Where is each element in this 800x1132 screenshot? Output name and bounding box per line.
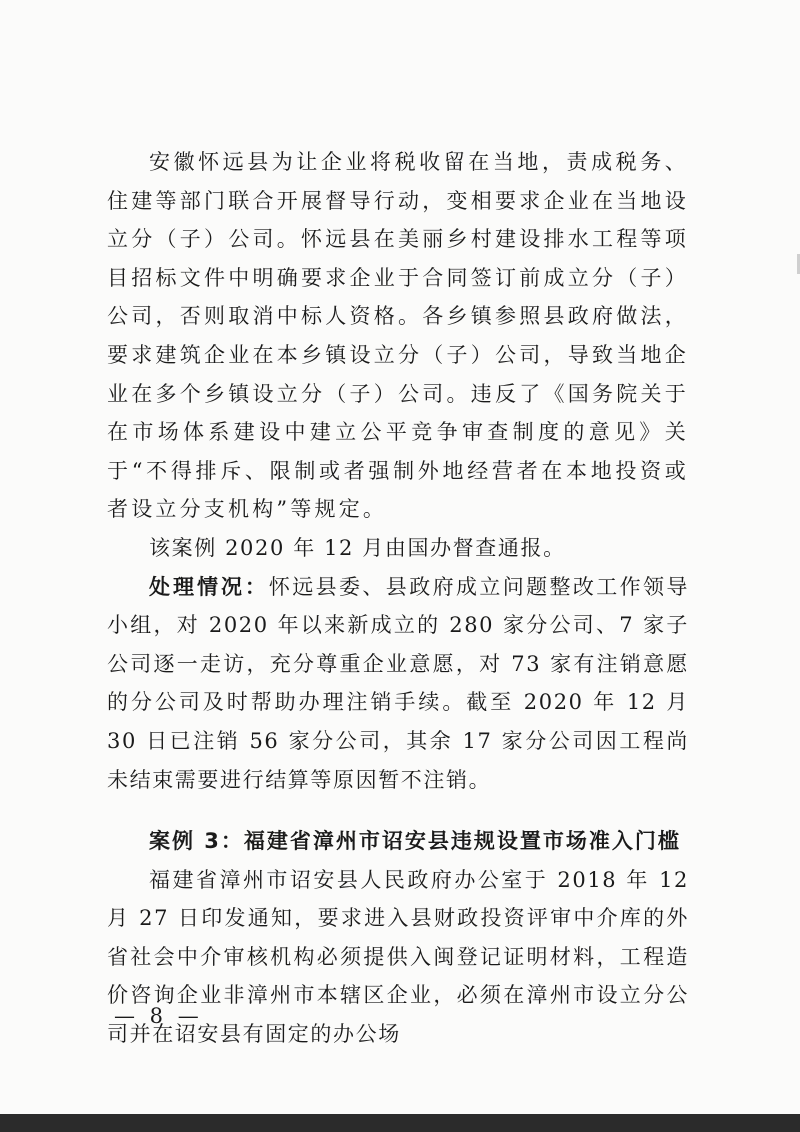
paragraph-report-note: 该案例 2020 年 12 月由国办督查通报。 (149, 535, 566, 560)
paragraph-case-description: 安徽怀远县为让企业将税收留在当地，责成税务、住建等部门联合开展督导行动，变相要求企业在当地设立分（子）公司。怀远县在美丽乡村建设排水工程等项目招标文件中明确要求企业于合同签订前成立分（子）公司，否则取消中标人资格。各乡镇参照县政府做法，要求建筑企业在本乡镇设立分（子）公司，导致当地企业在多个乡镇设立分（子）公司。违反了《国务院关于在市场体系建设中建立公平竞争审查制度的意见》关于“不得排斥、限制或者强制外地经营者在本地投资或者设立分支机构”等规定。 (107, 150, 689, 522)
handling-text: 怀远县委、县政府成立问题整改工作领导小组，对 2020 年以来新成立的 280 家分公司、7 家子公司逐一走访，充分尊重企业意愿，对 73 家有注销意愿的分公司及时帮助办理注销手续。截至 2020 年 12 月 30 日已注销 56 家分公司，其余 17 家分公司因工程尚未结束需要进行结算等原因暂不注销。 (107, 574, 689, 792)
document-body (107, 143, 689, 1054)
handling-label: 处理情况： (149, 574, 269, 599)
case-3-heading: 案例 3：福建省漳州市诏安县违规设置市场准入门槛 (149, 829, 681, 854)
page-number: — 8 — (114, 1004, 203, 1028)
paragraph-handling (107, 568, 689, 800)
paragraph-case-3-description: 福建省漳州市诏安县人民政府办公室于 2018 年 12 月 27 日印发通知，要求进入县财政投资评审中介库的外省社会中介审核机构必须提供入闽登记证明材料，工程造价咨询企业非漳州市本辖区企业，必须在漳州市设立分公司并在诏安县有固定的办公场 (107, 867, 689, 1047)
scan-bottom-border (0, 1114, 800, 1132)
